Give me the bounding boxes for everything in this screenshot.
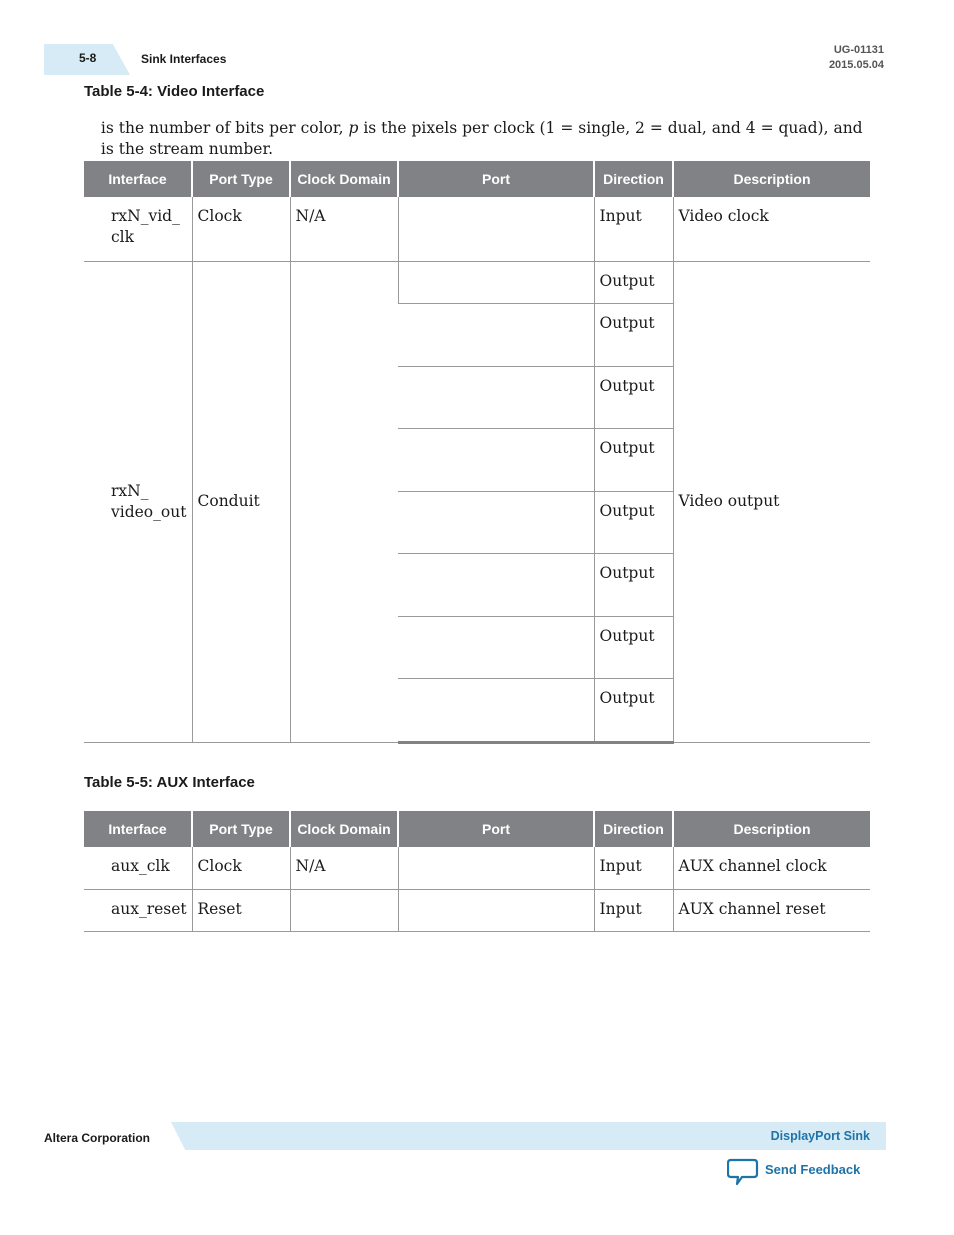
port-type-cell: Reset (192, 889, 290, 931)
column-header: Direction (594, 811, 673, 847)
port-type-cell: Clock (192, 847, 290, 889)
column-header: Description (673, 811, 870, 847)
section-title: Sink Interfaces (141, 52, 227, 66)
column-header: Port (398, 811, 594, 847)
intro-text-1: is the number of bits per color, (96, 119, 349, 137)
doc-info (829, 43, 884, 73)
direction-cell: Input (594, 847, 673, 889)
video-interface-table (84, 161, 870, 744)
direction-cell: Output (594, 678, 673, 742)
direction-cell: Output (594, 428, 673, 491)
send-feedback-label: Send Feedback (765, 1162, 861, 1177)
port-cell (398, 428, 594, 491)
column-header: Description (673, 161, 870, 197)
table-intro (84, 118, 870, 160)
aux-interface-table (84, 811, 870, 932)
clock-domain-cell: N/A (290, 197, 398, 261)
doc-id: UG-01131 (833, 44, 884, 56)
intro-symbol-p: p (348, 119, 359, 137)
direction-cell: Output (594, 616, 673, 678)
direction-cell: Input (594, 889, 673, 931)
port-cell (398, 303, 594, 366)
table-caption: Table 5-5: AUX Interface (84, 774, 255, 791)
table-caption: Table 5-4: Video Interface (84, 83, 265, 100)
table-row (84, 197, 870, 261)
port-cell (398, 197, 594, 261)
table-row (84, 261, 870, 303)
description-cell: AUX channel reset (673, 889, 870, 931)
column-header: Interface (84, 811, 192, 847)
port-cell (398, 616, 594, 678)
table-row (84, 847, 870, 889)
port-cell (398, 847, 594, 889)
company-name: Altera Corporation (44, 1131, 151, 1145)
port-cell (398, 553, 594, 616)
port-cell (398, 491, 594, 553)
direction-cell: Output (594, 303, 673, 366)
description-cell: Video clock (673, 197, 870, 261)
description-cell: AUX channel clock (673, 847, 870, 889)
doc-date: 2015.05.04 (828, 59, 884, 71)
interface-cell: rxN_ video_out (84, 261, 192, 742)
interface-cell: aux_reset (84, 889, 192, 931)
doc-title-link[interactable]: DisplayPort Sink (770, 1129, 870, 1143)
column-header: Port Type (192, 811, 290, 847)
speech-bubble-icon (727, 1157, 759, 1187)
intro-text-3: is the stream number. (96, 140, 274, 158)
table-header-row (84, 161, 870, 197)
page-number: 5-8 (79, 51, 97, 65)
intro-text-2: is the pixels per clock (1 = single, 2 = dual, and 4 = quad), and (358, 119, 863, 137)
clock-domain-cell (290, 261, 398, 742)
port-cell (398, 889, 594, 931)
description-cell: Video output (673, 261, 870, 742)
port-type-cell: Clock (192, 197, 290, 261)
direction-cell: Output (594, 366, 673, 428)
direction-cell: Input (594, 197, 673, 261)
direction-cell: Output (594, 261, 673, 303)
send-feedback-button[interactable] (727, 1157, 867, 1187)
column-header: Clock Domain (290, 161, 398, 197)
port-cell (398, 261, 594, 303)
column-header: Clock Domain (290, 811, 398, 847)
column-header: Direction (594, 161, 673, 197)
column-header: Port (398, 161, 594, 197)
port-cell (398, 366, 594, 428)
interface-cell: rxN_vid_ clk (84, 197, 192, 261)
interface-cell: aux_clk (84, 847, 192, 889)
column-header: Interface (84, 161, 192, 197)
port-type-cell: Conduit (192, 261, 290, 742)
table-header-row (84, 811, 870, 847)
table-row (84, 889, 870, 931)
direction-cell: Output (594, 553, 673, 616)
port-cell (398, 678, 594, 742)
column-header: Port Type (192, 161, 290, 197)
clock-domain-cell: N/A (290, 847, 398, 889)
clock-domain-cell (290, 889, 398, 931)
direction-cell: Output (594, 491, 673, 553)
